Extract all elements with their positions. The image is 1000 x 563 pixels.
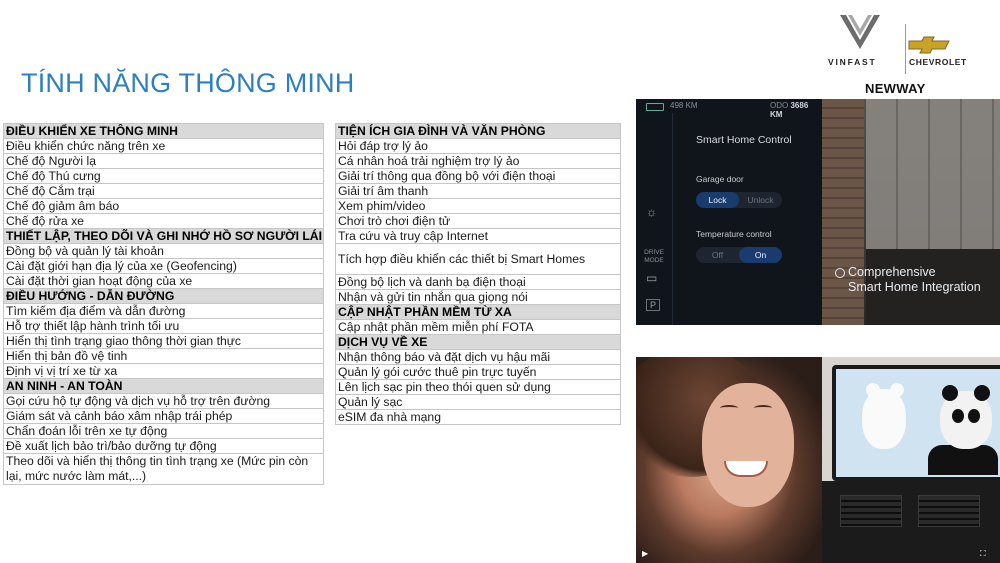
feature-item: Cá nhân hoá trải nghiệm trợ lý ảo	[336, 154, 621, 169]
smart-home-caption	[848, 265, 981, 295]
camera-icon: ▭	[646, 271, 658, 285]
section-header-row	[4, 229, 324, 244]
feature-item: Quản lý sạc	[336, 395, 621, 410]
feature-row	[4, 439, 324, 454]
panda-eye-right	[968, 409, 980, 423]
feature-item: Đồng bộ và quản lý tài khoản	[4, 244, 324, 259]
feature-row	[4, 304, 324, 319]
section-header: AN NINH - AN TOÀN	[4, 379, 324, 394]
feature-item: Cài đặt giới hạn địa lý của xe (Geofencing)	[4, 259, 324, 274]
garage-unlock-option: Unlock	[747, 195, 774, 205]
smart-home-screen-image	[636, 99, 1000, 325]
dealer-name: NEWWAY	[865, 81, 926, 96]
feature-item: Hiển thị bản đồ vệ tinh	[4, 349, 324, 364]
panda-character	[940, 391, 992, 449]
feature-item: Theo dõi và hiển thị thông tin tình trạng xe (Mức pin còn lại, mức nước làm mát,...)	[4, 454, 324, 485]
feature-item: Chế độ Thú cưng	[4, 169, 324, 184]
feature-item: Tích hợp điều khiển các thiết bị Smart Homes	[336, 244, 621, 275]
page-title: TÍNH NĂNG THÔNG MINH	[21, 68, 355, 98]
feature-row	[4, 214, 324, 229]
feature-item: Giám sát và cảnh báo xâm nhập trái phép	[4, 409, 324, 424]
feature-row	[4, 409, 324, 424]
section-header-row	[4, 379, 324, 394]
child-photo	[636, 357, 822, 563]
odometer-readout: ODO 3686 KM	[770, 101, 809, 119]
feature-row	[4, 364, 324, 379]
feature-row	[336, 290, 621, 305]
feature-row	[336, 410, 621, 425]
panda-ear-left	[942, 385, 958, 401]
section-header: THIẾT LẬP, THEO DÕI VÀ GHI NHỚ HỒ SƠ NGƯỜI LÁI	[4, 229, 324, 244]
section-header-row	[336, 335, 621, 350]
feature-row	[4, 424, 324, 439]
section-header-row	[4, 124, 324, 139]
garage-door-label: Garage door	[696, 174, 744, 184]
feature-item: Chẩn đoán lỗi trên xe tự động	[4, 424, 324, 439]
temperature-toggle	[696, 247, 782, 263]
caption-line-2: Smart Home Integration	[848, 280, 981, 294]
child-eye-left	[720, 405, 738, 411]
child-face	[702, 383, 794, 507]
feature-row	[4, 199, 324, 214]
panda-ear-right	[974, 385, 990, 401]
battery-icon	[646, 103, 664, 111]
feature-item: Quản lý gói cước thuê pin trực tuyến	[336, 365, 621, 380]
feature-item: Gọi cứu hộ tự động và dịch vụ hỗ trợ trên đường	[4, 394, 324, 409]
feature-item: Hỗ trợ thiết lập hành trình tối ưu	[4, 319, 324, 334]
section-header: DỊCH VỤ VỀ XE	[336, 335, 621, 350]
feature-item: Lên lịch sạc pin theo thói quen sử dụng	[336, 380, 621, 395]
feature-item: Hiển thị tình trạng giao thông thời gian thực	[4, 334, 324, 349]
feature-row	[4, 259, 324, 274]
feature-row	[336, 350, 621, 365]
feature-item: Chế độ rửa xe	[4, 214, 324, 229]
fullscreen-icon[interactable]: ⛶	[980, 549, 986, 558]
feature-row	[336, 199, 621, 214]
garage-door-toggle	[696, 192, 782, 208]
feature-row	[4, 319, 324, 334]
garage-lock-option: Lock	[696, 192, 739, 208]
feature-item: Xem phim/video	[336, 199, 621, 214]
range-readout: 498 KM	[670, 101, 698, 110]
feature-item: Nhận và gửi tin nhắn qua giọng nói	[336, 290, 621, 305]
feature-row	[4, 394, 324, 409]
feature-row	[4, 454, 324, 485]
feature-row	[336, 154, 621, 169]
panda-eye-left	[952, 409, 964, 423]
bear-ear-left	[866, 383, 880, 397]
feature-item: eSIM đa nhà mạng	[336, 410, 621, 425]
panda-body	[928, 445, 998, 475]
feature-item: Định vị vị trí xe từ xa	[4, 364, 324, 379]
feature-item: Tra cứu và truy cập Internet	[336, 229, 621, 244]
section-header-row	[4, 289, 324, 304]
child-eye-right	[754, 405, 772, 411]
feature-row	[4, 154, 324, 169]
vinfast-logo-icon	[838, 12, 882, 52]
features-table-left	[3, 123, 324, 485]
caption-circle-icon	[835, 268, 845, 278]
chevrolet-bowtie-icon	[908, 36, 950, 54]
feature-item: Giải trí thông qua đồng bộ với điện thoại	[336, 169, 621, 184]
feature-item: Cài đặt thời gian hoạt động của xe	[4, 274, 324, 289]
feature-row	[4, 169, 324, 184]
feature-row	[336, 244, 621, 275]
feature-row	[336, 139, 621, 154]
feature-row	[4, 244, 324, 259]
feature-row	[336, 395, 621, 410]
feature-item: Chế độ Cắm trại	[4, 184, 324, 199]
section-header-row	[336, 124, 621, 139]
smart-home-panel-title: Smart Home Control	[696, 134, 792, 146]
status-bar	[636, 99, 822, 119]
drive-mode-label: DRIVE MODE	[644, 249, 664, 264]
feature-row	[336, 320, 621, 335]
infotainment-screen	[832, 365, 1000, 481]
logo-divider	[905, 24, 906, 74]
caption-line-1: Comprehensive	[848, 265, 936, 279]
feature-item: Tìm kiếm địa điểm và dẫn đường	[4, 304, 324, 319]
air-vent-right	[918, 495, 980, 527]
feature-row	[336, 184, 621, 199]
feature-row	[336, 380, 621, 395]
feature-row	[336, 365, 621, 380]
bear-ear-right	[890, 383, 904, 397]
section-header: TIỆN ÍCH GIA ĐÌNH VÀ VĂN PHÒNG	[336, 124, 621, 139]
garage-door	[866, 99, 1000, 249]
feature-row	[336, 229, 621, 244]
feature-item: Nhận thông báo và đặt dịch vụ hậu mãi	[336, 350, 621, 365]
feature-item: Giải trí âm thanh	[336, 184, 621, 199]
play-icon[interactable]: ▶	[642, 549, 649, 558]
feature-row	[336, 275, 621, 290]
feature-item: Chế độ giảm âm báo	[4, 199, 324, 214]
section-header: CẬP NHẬT PHẦN MỀM TỪ XA	[336, 305, 621, 320]
temperature-on-option: On	[739, 247, 782, 263]
polar-bear-character	[862, 389, 906, 449]
feature-row	[4, 184, 324, 199]
feature-item: Hỏi đáp trợ lý ảo	[336, 139, 621, 154]
temperature-off-option: Off	[711, 250, 724, 260]
feature-row	[336, 214, 621, 229]
air-vent-left	[840, 495, 902, 527]
feature-item: Chơi trò chơi điện tử	[336, 214, 621, 229]
feature-row	[4, 349, 324, 364]
screen-side-bar	[636, 113, 673, 325]
features-table-right	[335, 123, 621, 425]
feature-item: Đề xuất lịch bảo trì/bảo dưỡng tự động	[4, 439, 324, 454]
feature-row	[4, 274, 324, 289]
car-interior-photo	[822, 357, 1000, 563]
temperature-control-label: Temperature control	[696, 229, 772, 239]
feature-row	[336, 169, 621, 184]
entertainment-video-image	[636, 357, 1000, 563]
park-icon: P	[646, 299, 660, 311]
vinfast-wordmark: VINFAST	[828, 57, 877, 67]
feature-item: Điều khiển chức năng trên xe	[4, 139, 324, 154]
feature-item: Đồng bộ lịch và danh bạ điện thoại	[336, 275, 621, 290]
feature-item: Cập nhật phần mềm miễn phí FOTA	[336, 320, 621, 335]
section-header: ĐIỀU KHIỂN XE THÔNG MINH	[4, 124, 324, 139]
brightness-icon: ☼	[646, 205, 657, 219]
feature-row	[4, 334, 324, 349]
feature-item: Chế độ Người lạ	[4, 154, 324, 169]
chevrolet-wordmark: CHEVROLET	[909, 57, 967, 67]
section-header: ĐIỀU HƯỚNG - DẪN ĐƯỜNG	[4, 289, 324, 304]
section-header-row	[336, 305, 621, 320]
feature-row	[4, 139, 324, 154]
